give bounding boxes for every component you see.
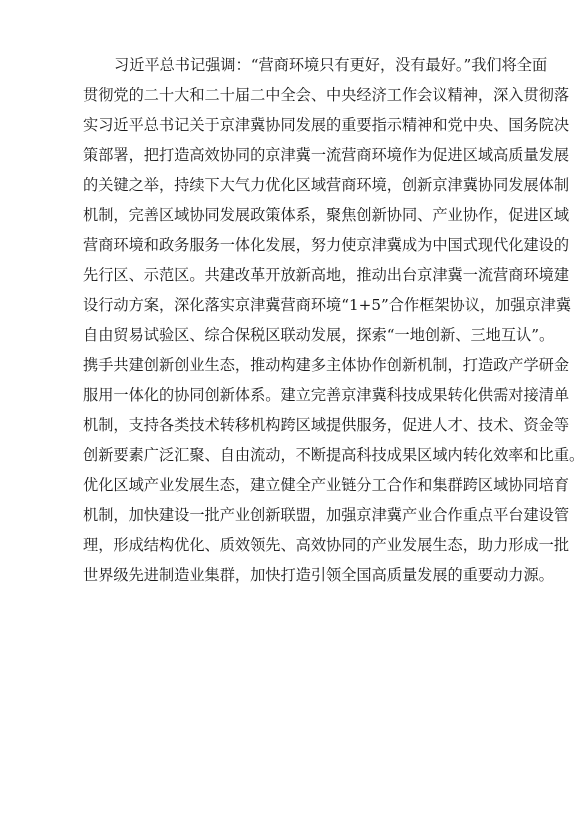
- text-line: 携手共建创新创业生态，推动构建多主体协作创新机制，打造政产学研金: [83, 356, 569, 374]
- text-line: 先行区、示范区。共建改革开放新高地，推动出台京津冀一流营商环境建: [83, 266, 569, 284]
- text-line: 实习近平总书记关于京津冀协同发展的重要指示精神和党中央、国务院决: [83, 116, 569, 134]
- text-line: 习近平总书记强调：“营商环境只有更好，没有最好。”我们将全面: [114, 56, 548, 74]
- body-paragraph: [83, 50, 584, 590]
- text-line: 优化区域产业发展生态，建立健全产业链分工合作和集群跨区域协同培育: [83, 476, 569, 494]
- text-line: 机制，加快建设一批产业创新联盟，加强京津冀产业合作重点平台建设管: [83, 506, 569, 524]
- text-line: 的关键之举，持续下大气力优化区域营商环境，创新京津冀协同发展体制: [83, 176, 569, 194]
- text-line: 营商环境和政务服务一体化发展，努力使京津冀成为中国式现代化建设的: [83, 236, 569, 254]
- text-line: 世界级先进制造业集群，加快打造引领全国高质量发展的重要动力源。: [83, 566, 554, 584]
- text-line: 贯彻党的二十大和二十届二中全会、中央经济工作会议精神，深入贯彻落: [83, 86, 569, 104]
- text-line: 设行动方案，深化落实京津冀营商环境“1+5”合作框架协议，加强京津冀: [83, 296, 572, 314]
- text-line: 服用一体化的协同创新体系。建立完善京津冀科技成果转化供需对接清单: [83, 386, 569, 404]
- text-line: 创新要素广泛汇聚、自由流动，不断提高科技成果区域内转化效率和比重。: [83, 446, 584, 464]
- text-line: 自由贸易试验区、综合保税区联动发展，探索“一地创新、三地互认”。: [83, 326, 555, 344]
- text-line: 策部署，把打造高效协同的京津冀一流营商环境作为促进区域高质量发展: [83, 146, 569, 164]
- text-line: 机制，支持各类技术转移机构跨区域提供服务，促进人才、技术、资金等: [83, 416, 569, 434]
- text-line: 机制，完善区域协同发展政策体系，聚焦创新协同、产业协作，促进区域: [83, 206, 569, 224]
- text-line: 理，形成结构优化、质效领先、高效协同的产业发展生态，助力形成一批: [83, 536, 569, 554]
